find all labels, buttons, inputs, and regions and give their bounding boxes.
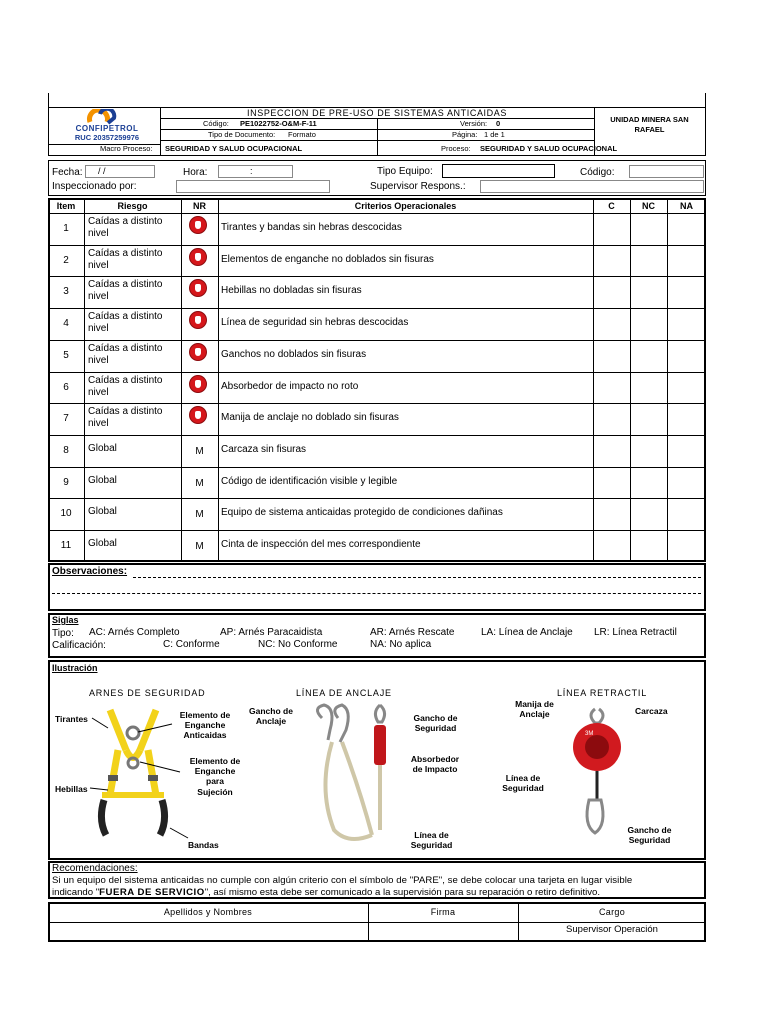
row-riesgo-line2: nivel (88, 228, 109, 239)
row-nc-cell[interactable] (631, 436, 666, 466)
tipo-label: Tipo: (52, 628, 74, 639)
col-na: NA (680, 201, 693, 211)
row-item: 11 (60, 540, 72, 551)
row-item: 1 (63, 223, 69, 234)
row-c-cell[interactable] (594, 499, 629, 529)
row-riesgo: Global (88, 538, 117, 549)
row-na-cell[interactable] (668, 531, 705, 561)
arnes-title: ARNES DE SEGURIDAD (89, 688, 206, 698)
label-absorbedor: Absorbedor de Impacto (410, 754, 460, 775)
row-criterio: Tirantes y bandas sin hebras descocidas (221, 222, 402, 233)
row-item: 7 (63, 413, 69, 424)
siglas-title: Siglas (52, 615, 79, 625)
row-criterio: Ganchos no doblados sin fisuras (221, 349, 367, 360)
version-value: 0 (496, 119, 501, 128)
hora-value: : (250, 166, 253, 176)
svg-text:3M: 3M (585, 731, 594, 737)
row-c-cell[interactable] (594, 531, 629, 561)
company-ruc: RUC 20357259976 (74, 133, 140, 142)
cargo-value: Supervisor Operación (566, 924, 658, 935)
stop-sign-icon (189, 406, 207, 424)
row-nc-cell[interactable] (631, 341, 666, 371)
row-criterio: Línea de seguridad sin hebras descocidas (221, 317, 409, 328)
row-nc-cell[interactable] (631, 309, 666, 339)
row-criterio: Cinta de inspección del mes correspondiente (221, 539, 421, 550)
codigo-label: Código: (203, 119, 229, 128)
lanyard-illustration (300, 700, 400, 850)
label-tirantes: Tirantes (55, 714, 88, 724)
row-item: 2 (63, 255, 69, 266)
label-hebillas: Hebillas (55, 784, 88, 794)
label-linea-seguridad-anclaje: Línea de Seguridad (410, 830, 453, 851)
row-criterio: Hebillas no dobladas sin fisuras (221, 285, 362, 296)
row-riesgo-line1: Caídas a distinto (88, 248, 163, 259)
row-na-cell[interactable] (668, 214, 705, 244)
row-c-cell[interactable] (594, 404, 629, 434)
row-c-cell[interactable] (594, 214, 629, 244)
col-nc: NC (642, 201, 655, 211)
supervisor-label: Supervisor Respons.: (370, 181, 466, 192)
label-gancho-retractil: Gancho de Seguridad (627, 825, 672, 846)
row-item: 10 (60, 508, 72, 519)
recomendaciones-line2-b: ", así mismo esta debe ser comunicado a la supervisión para su reparación o retiro definitivo. (204, 887, 601, 898)
proceso-value: SEGURIDAD Y SALUD OCUPACIONAL (480, 144, 618, 153)
tipo-doc-label: Tipo de Documento: (208, 130, 276, 139)
row-item: 9 (63, 477, 69, 488)
label-carcaza: Carcaza (635, 706, 668, 716)
hora-field[interactable] (218, 165, 293, 178)
fecha-field[interactable] (85, 165, 155, 178)
row-nc-cell[interactable] (631, 404, 666, 434)
row-nc-cell[interactable] (631, 277, 666, 307)
recomendaciones-line2 (52, 887, 600, 898)
row-c-cell[interactable] (594, 309, 629, 339)
fecha-value: / / (98, 166, 106, 176)
codigo-value: PE1022752-O&M-F-11 (240, 119, 317, 128)
row-riesgo: Global (88, 443, 117, 454)
stop-sign-icon (189, 279, 207, 297)
tipo-equipo-label: Tipo Equipo: (377, 166, 433, 177)
row-c-cell[interactable] (594, 341, 629, 371)
row-riesgo-line2: nivel (88, 323, 109, 334)
harness-pointer-lines (60, 700, 190, 840)
row-nr: M (195, 509, 204, 520)
row-criterio: Código de identificación visible y legible (221, 476, 398, 487)
recomendaciones-line2-a: indicando " (52, 887, 100, 898)
calif-nc: NC: No Conforme (258, 639, 338, 650)
row-item: 5 (63, 350, 69, 361)
supervisor-field[interactable] (480, 180, 704, 193)
row-na-cell[interactable] (668, 309, 705, 339)
tipo-ac: AC: Arnés Completo (89, 627, 180, 638)
row-item: 3 (63, 286, 69, 297)
row-riesgo-line2: nivel (88, 387, 109, 398)
hora-label: Hora: (183, 167, 208, 178)
codigo-info-label: Código: (580, 167, 615, 178)
row-na-cell[interactable] (668, 246, 705, 276)
pagina-label: Página: (452, 130, 478, 139)
row-na-cell[interactable] (668, 373, 705, 403)
label-manija: Manija de Anclaje (515, 699, 554, 720)
stop-sign-icon (189, 343, 207, 361)
row-nc-cell[interactable] (631, 373, 666, 403)
tipo-doc-value: Formato (288, 130, 316, 139)
row-riesgo: Global (88, 506, 117, 517)
row-riesgo-line2: nivel (88, 291, 109, 302)
row-criterio: Manija de anclaje no doblado sin fisuras (221, 412, 399, 423)
label-linea-retractil: Línea de Seguridad (502, 773, 544, 794)
calif-na: NA: No aplica (370, 639, 432, 650)
calif-label: Calificación: (52, 640, 106, 651)
stop-sign-icon (189, 216, 207, 234)
codigo-field[interactable] (629, 165, 704, 178)
row-item: 8 (63, 445, 69, 456)
row-c-cell[interactable] (594, 436, 629, 466)
fecha-label: Fecha: (52, 167, 83, 178)
label-elem-anticaidas: Elemento de Enganche Anticaidas (179, 710, 231, 741)
row-criterio: Absorbedor de impacto no roto (221, 381, 359, 392)
label-elem-sujecion: Elemento de Enganche para Sujeción (189, 756, 241, 797)
row-riesgo-line1: Caídas a distinto (88, 375, 163, 386)
row-riesgo-line1: Caídas a distinto (88, 279, 163, 290)
row-criterio: Elementos de enganche no doblados sin fisuras (221, 254, 434, 265)
col-criterios: Criterios Operacionales (354, 201, 457, 211)
row-criterio: Equipo de sistema anticaidas protegido de condiciones dañinas (221, 507, 503, 518)
macro-value: SEGURIDAD Y SALUD OCUPACIONAL (165, 144, 303, 153)
row-nc-cell[interactable] (631, 246, 666, 276)
row-riesgo: Global (88, 475, 117, 486)
row-na-cell[interactable] (668, 277, 705, 307)
recomendaciones-line1: Si un equipo del sistema anticaidas no cumple con algún criterio con el símbolo de "PARE", se debe colocar una tarjeta en lugar visible (52, 875, 633, 886)
unidad-line1: UNIDAD MINERA SAN (610, 115, 689, 124)
row-nr: M (195, 446, 204, 457)
row-nr: M (195, 478, 204, 489)
col-nr: NR (193, 201, 206, 211)
label-gancho-anclaje: Gancho de Anclaje (249, 706, 293, 727)
apellidos-field[interactable] (49, 923, 367, 941)
linea-retractil-title: LÍNEA RETRACTIL (557, 688, 648, 698)
row-nr: M (195, 541, 204, 552)
tipo-la: LA: Línea de Anclaje (481, 627, 573, 638)
inspeccionado-field[interactable] (176, 180, 330, 193)
inspeccionado-label: Inspeccionado por: (52, 181, 137, 192)
row-criterio: Carcaza sin fisuras (221, 444, 307, 455)
stop-sign-icon (189, 375, 207, 393)
version-label: Versión: (460, 119, 488, 128)
row-na-cell[interactable] (668, 468, 705, 498)
stop-sign-icon (189, 248, 207, 266)
row-nc-cell[interactable] (631, 468, 666, 498)
tipo-ap: AP: Arnés Paracaidista (220, 627, 323, 638)
row-nc-cell[interactable] (631, 531, 666, 561)
unidad-line2: RAFAEL (634, 125, 665, 134)
calif-c: C: Conforme (163, 639, 220, 650)
recomendaciones-title: Recomendaciones: (52, 863, 138, 874)
label-gancho-seguridad-linea: Gancho de Seguridad (413, 713, 458, 734)
row-riesgo-line1: Caídas a distinto (88, 343, 163, 354)
row-na-cell[interactable] (668, 436, 705, 466)
firma-header: Firma (430, 907, 456, 917)
row-riesgo-line2: nivel (88, 418, 109, 429)
tipo-ar: AR: Arnés Rescate (370, 627, 455, 638)
col-c: C (608, 201, 615, 211)
row-riesgo-line1: Caídas a distinto (88, 311, 163, 322)
retractable-illustration (565, 705, 635, 845)
row-na-cell[interactable] (668, 499, 705, 529)
company-name: CONFIPETROL (75, 124, 139, 133)
tipo-lr: LR: Línea Retractil (594, 627, 677, 638)
stop-sign-icon (189, 311, 207, 329)
observaciones-label: Observaciones: (52, 566, 128, 577)
row-c-cell[interactable] (594, 373, 629, 403)
linea-anclaje-title: LÍNEA DE ANCLAJE (296, 688, 392, 698)
row-riesgo-line1: Caídas a distinto (88, 216, 163, 227)
row-c-cell[interactable] (594, 468, 629, 498)
firma-field[interactable] (369, 923, 517, 941)
row-item: 4 (63, 318, 69, 329)
row-riesgo-line1: Caídas a distinto (88, 406, 163, 417)
col-item: Item (56, 201, 76, 211)
form-title: INSPECCION DE PRE-USO DE SISTEMAS ANTICAIDAS (247, 108, 507, 118)
row-riesgo-line2: nivel (88, 355, 109, 366)
row-c-cell[interactable] (594, 246, 629, 276)
proceso-label: Proceso: (441, 144, 471, 153)
tipo-equipo-field[interactable] (442, 164, 555, 178)
ilustracion-title: Ilustración (52, 663, 98, 673)
observaciones-line-2[interactable] (52, 593, 701, 594)
row-item: 6 (63, 382, 69, 393)
cargo-header: Cargo (598, 907, 625, 917)
apellidos-header: Apellidos y Nombres (163, 907, 253, 917)
col-riesgo: Riesgo (117, 201, 148, 211)
pagina-value: 1 de 1 (484, 130, 505, 139)
row-na-cell[interactable] (668, 341, 705, 371)
row-na-cell[interactable] (668, 404, 705, 434)
row-c-cell[interactable] (594, 277, 629, 307)
macro-label: Macro Proceso: (100, 144, 153, 153)
row-nc-cell[interactable] (631, 499, 666, 529)
recomendaciones-line2-bold: FUERA DE SERVICIO (99, 887, 205, 898)
row-nc-cell[interactable] (631, 214, 666, 244)
row-riesgo-line2: nivel (88, 260, 109, 271)
label-bandas: Bandas (188, 840, 219, 850)
observaciones-line-1[interactable] (133, 577, 701, 578)
